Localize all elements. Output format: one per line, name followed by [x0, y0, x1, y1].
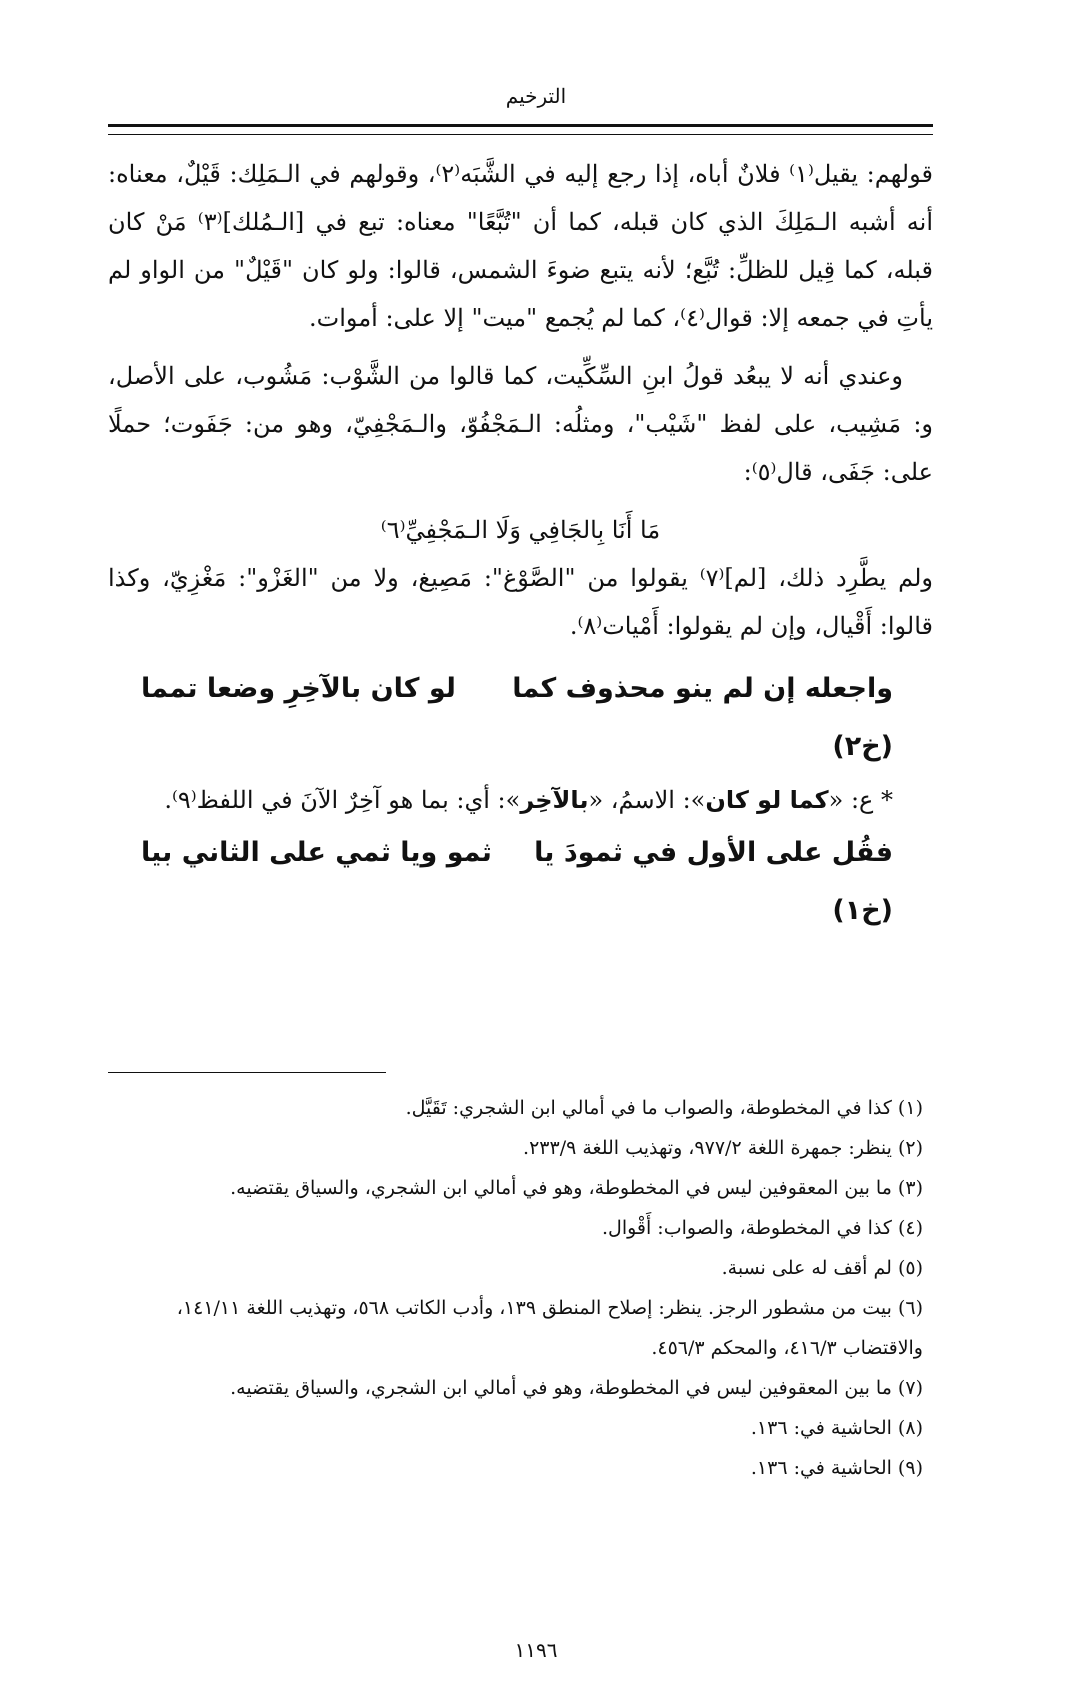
commentary-line [108, 776, 893, 824]
poem-verse-1 [141, 660, 893, 718]
verse-1-reference: (خ٢) [832, 731, 893, 762]
comment-prefix: * ع: « [828, 786, 893, 814]
quoted-verse: مَا أَنَا بِالجَافِي وَلَا الـمَجْفِيِّ⁽٦⁾ [380, 516, 661, 544]
verse-2-reference: (خ١) [832, 895, 893, 926]
verse-2-hemistich-2: ثمو ويا ثمي على الثاني بيا [141, 837, 492, 868]
footnote-4: (٤) كذا في المخطوطة، والصواب: أَقْوال. [601, 1217, 923, 1239]
main-text [108, 150, 933, 940]
footnote-6: (٦) بيت من مشطور الرجز. ينظر: إصلاح المنطق ١٣٩، وأدب الكاتب ٥٦٨، وتهذيب اللغة ١٤١/١١، والاقتضاب ٤١٦/٣، والمحكم ٤٥٦/٣. [176, 1297, 923, 1359]
verse-1-hemistich-2: لو كان بالآخِرِ وضعا تمما [141, 673, 456, 704]
header-rule-thin [108, 134, 933, 135]
footnote-7: (٧) ما بين المعقوفين ليس في المخطوطة، وهو في أمالي ابن الشجري، والسياق يقتضيه. [230, 1377, 923, 1399]
footnote-separator [108, 1072, 386, 1073]
comment-end: »: أي: بما هو آخِرٌ الآنَ في اللفظ⁽٩⁾. [164, 786, 521, 814]
footnotes [108, 1088, 933, 1488]
footnote-8: (٨) الحاشية في: ١٣٦. [750, 1417, 923, 1439]
paragraph-2: وعندي أنه لا يبعُد قولُ ابنِ السِّكِّيت، كما قالوا من الشَّوْب: مَشُوب، على الأصل، و: مَشِيب، على لفظ "شَيْب"، ومثلُه: الـمَجْفُوّ، والـمَجْفِيّ، وهو من: جَفَوت؛ حملًا على: جَفَى، قال⁽٥⁾: [108, 362, 933, 486]
footnote-1: (١) كذا في المخطوطة، والصواب ما في أمالي ابن الشجري: تَقَيَّل. [405, 1097, 923, 1119]
header-rule-thick [108, 124, 933, 127]
footnote-2: (٢) ينظر: جمهرة اللغة ٩٧٧/٢، وتهذيب اللغة ٢٣٣/٩. [523, 1137, 923, 1159]
footnote-5: (٥) لم أقف له على نسبة. [721, 1257, 923, 1279]
paragraph-1: قولهم: يقيل⁽١⁾ فلانٌ أباه، إذا رجع إليه في الشَّبَه⁽٢⁾، وقولهم في الـمَلِك: قَيْلٌ، معناه: أنه أشبه الـمَلِكَ الذي كان قبله، كما أن "تُبَّعًا" معناه: تبع في [الـمُلك]⁽٣⁾ مَنْ كان قبله، كما قِيل للظلِّ: تُبَّع؛ لأنه يتبع ضوءَ الشمس، قالوا: ولو كان "قَيْلٌ" من الواو لم يأتِ في جمعه إلا: قوال⁽٤⁾، كما لم يُجمع "ميت" إلا على: أموات. [108, 160, 934, 332]
footnote-9: (٩) الحاشية في: ١٣٦. [750, 1457, 923, 1479]
comment-keyword-1: كما لو كان [705, 786, 829, 814]
running-header: الترخيم [505, 84, 567, 108]
footnote-3: (٣) ما بين المعقوفين ليس في المخطوطة، وهو في أمالي ابن الشجري، والسياق يقتضيه. [230, 1177, 923, 1199]
paragraph-3: ولم يطَّرِد ذلك، [لم]⁽٧⁾ يقولوا من "الصَّوْغ": مَصِيغ، ولا من "الغَزْو": مَغْزِيّ، وكذا قالوا: أَقْيال، وإن لم يقولوا: أَمْيات⁽٨⁾. [108, 564, 934, 640]
page-number: ١١٩٦ [514, 1638, 558, 1662]
comment-keyword-2: بالآخِر [520, 786, 589, 814]
verse-2-hemistich-1: فقُل على الأول في ثمودَ يا [534, 837, 893, 868]
comment-middle: »: الاسمُ، « [588, 786, 706, 814]
poem-verse-2 [141, 824, 893, 882]
verse-1-hemistich-1: واجعله إن لم ينو محذوف كما [512, 673, 893, 704]
